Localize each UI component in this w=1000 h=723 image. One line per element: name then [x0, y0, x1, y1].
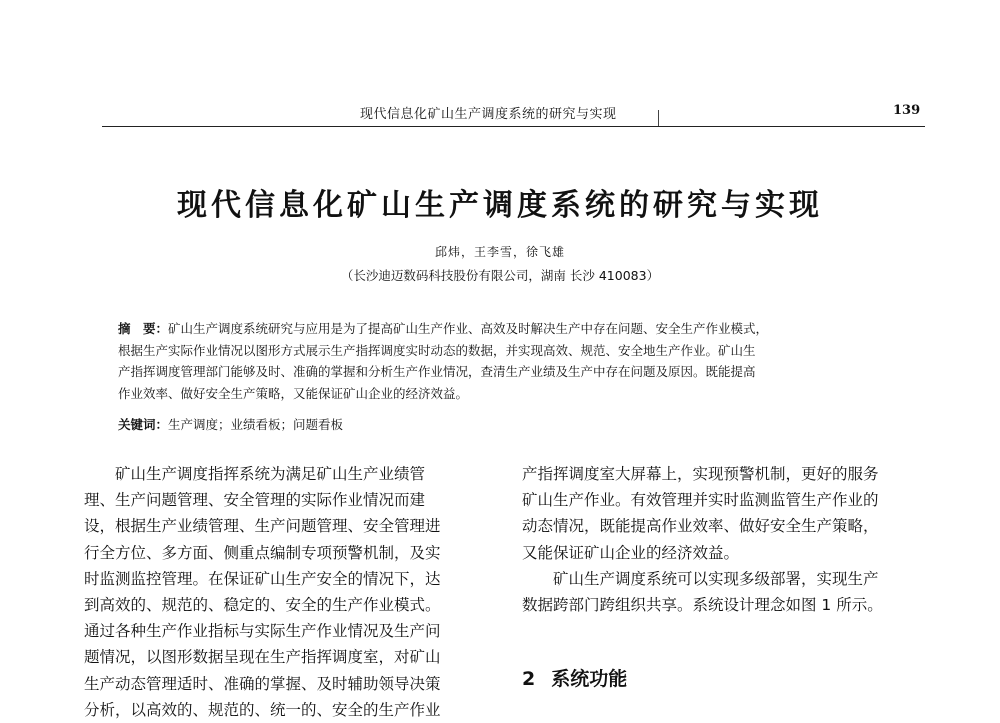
running-header-title: 现代信息化矿山生产调度系统的研究与实现: [360, 107, 617, 122]
body-line: 到高效的、规范的、稳定的、安全的生产作业模式。: [84, 596, 441, 615]
abstract-line: 产指挥调度管理部门能够及时、准确的掌握和分析生产作业情况，查清生产业绩及生产中存在问题及原因。既能提高: [118, 364, 756, 379]
keywords-text: 生产调度；业绩看板；问题看板: [168, 417, 344, 432]
running-header: [0, 103, 1000, 125]
body-line: 矿山生产调度指挥系统为满足矿山生产业绩管: [84, 465, 426, 483]
article-title: 现代信息化矿山生产调度系统的研究与实现: [177, 188, 823, 223]
article-authors: 邱炜，王李雪，徐飞雄: [434, 245, 565, 259]
abstract-label: 摘 要：: [118, 321, 169, 336]
body-left-column: [84, 461, 489, 723]
abstract-text: 矿山生产调度系统研究与应用是为了提高矿山生产作业、高效及时解决生产中存在问题、安全生产作业模式，: [168, 321, 769, 336]
keywords: [118, 415, 343, 433]
body-line: 时监测监控管理。在保证矿山生产安全的情况下，达: [84, 569, 441, 588]
header-tick-divider: [658, 110, 659, 126]
article-affiliation: （长沙迪迈数码科技股份有限公司，湖南 长沙 410083）: [340, 268, 660, 283]
section-title: 系统功能: [551, 668, 628, 690]
body-line: 理、生产问题管理、安全管理的实际作业情况而建: [84, 491, 426, 510]
section-heading: [522, 664, 627, 691]
body-line: 分析，以高效的、规范的、统一的、安全的生产作业: [84, 700, 441, 719]
body-line: 矿山生产作业。有效管理并实时监测监管生产作业的: [522, 491, 879, 510]
header-rule: [102, 126, 925, 127]
body-line: 生产动态管理适时、准确的掌握、及时辅助领导决策: [84, 674, 441, 693]
keywords-label: 关键词：: [118, 417, 169, 432]
abstract-line: [118, 318, 908, 340]
body-line: 设，根据生产业绩管理、生产问题管理、安全管理进: [84, 517, 441, 536]
page-number: 139: [893, 103, 921, 118]
body-line: 动态情况，既能提高作业效率、做好安全生产策略，: [522, 517, 879, 536]
abstract-line: 根据生产实际作业情况以图形方式展示生产指挥调度实时动态的数据，并实现高效、规范、安全地生产作业。矿山生: [118, 342, 756, 358]
body-line: 题情况，以图形数据呈现在生产指挥调度室，对矿山: [84, 648, 441, 667]
body-line: 又能保证矿山企业的经济效益。: [522, 543, 740, 562]
body-line: 通过各种生产作业指标与实际生产作业情况及生产问: [84, 622, 441, 641]
section-number: 2: [522, 668, 536, 690]
body-line: 矿山生产调度系统可以实现多级部署，实现生产: [522, 569, 879, 588]
body-line: 数据跨部门跨组织共享。系统设计理念如图 1 所示。: [522, 596, 883, 615]
abstract-line: 作业效率、做好安全生产策略，又能保证矿山企业的经济效益。: [118, 385, 469, 401]
body-line: 行全方位、多方面、侧重点编制专项预警机制，及实: [84, 543, 441, 562]
body-right-column: [522, 461, 927, 618]
abstract: [118, 318, 908, 404]
body-line: 产指挥调度室大屏幕上，实现预警机制，更好的服务: [522, 465, 879, 483]
